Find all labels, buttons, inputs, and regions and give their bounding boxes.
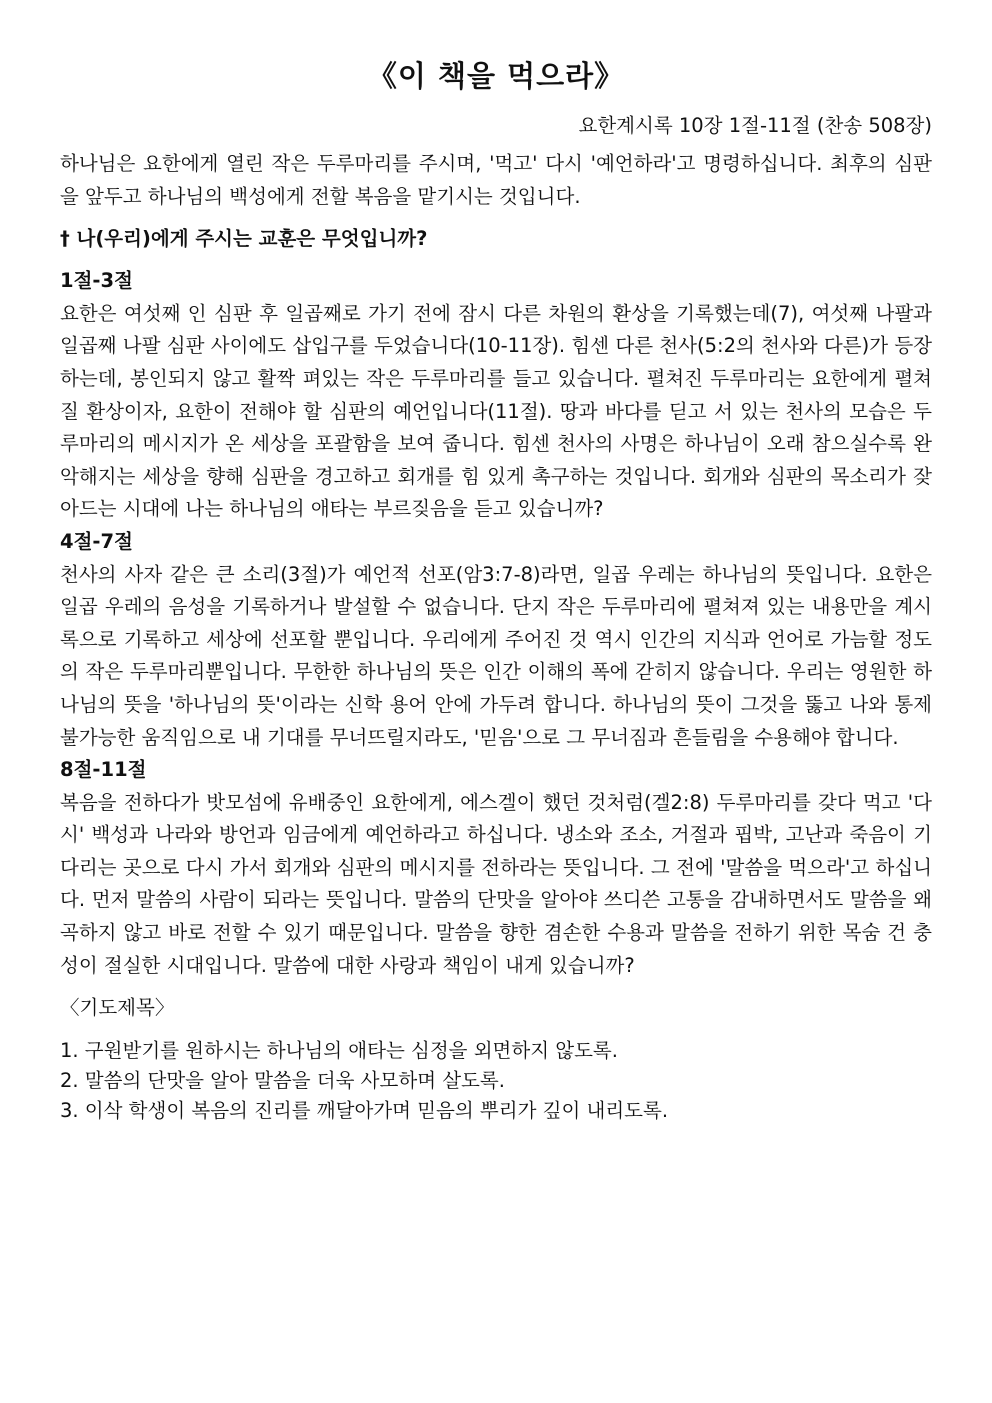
scripture-reference: 요한계시록 10장 1절-11절 (찬송 508장) (578, 114, 932, 137)
lesson-question: † 나(우리)에게 주시는 교훈은 무엇입니까? (60, 227, 428, 251)
prayer-list (60, 1036, 932, 1126)
section-heading-8-11: 8절-11절 (60, 758, 147, 782)
document-page (60, 56, 932, 1126)
prayer-heading: 〈기도제목〉 (60, 996, 175, 1020)
document-title: 《이 책을 먹으라》 (367, 59, 625, 93)
section-heading-1-3: 1절-3절 (60, 269, 133, 293)
prayer-item: 3. 이삭 학생이 복음의 진리를 깨달아가며 믿음의 뿌리가 깊이 내리도록. (60, 1099, 669, 1123)
section-body-4-7: 천사의 사자 같은 큰 소리(3절)가 예언적 선포(암3:7-8)라면, 일곱 우레는 하나님의 뜻입니다. 요한은 일곱 우레의 음성을 기록하거나 발설할 수 없습니다. 단지 작은 두루마리에 펼쳐져 있는 내용만을 계시록으로 기록하고 세상에 선포할 뿐입니다. 우리에게 주어진 것 역시 인간의 지식과 언어로 가늠할 정도의 작은 두루마리뿐입니다. 무한한 하나님의 뜻은 인간 이해의 폭에 갇히지 않습니다. 우리는 영원한 하나님의 뜻을 '하나님의 뜻'이라는 신학 용어 안에 가두려 합니다. 하나님의 뜻이 그것을 뚫고 나와 통제 불가능한 움직임으로 내 기대를 무너뜨릴지라도, '믿음'으로 그 무너짐과 흔들림을 수용해야 합니다. (60, 562, 932, 749)
prayer-item: 2. 말씀의 단맛을 알아 말씀을 더욱 사모하며 살도록. (60, 1069, 505, 1093)
section-body-8-11: 복음을 전하다가 밧모섬에 유배중인 요한에게, 에스겔이 했던 것처럼(겔2:8) 두루마리를 갖다 먹고 '다시' 백성과 나라와 방언과 임금에게 예언하라고 하십니다. 냉소와 조소, 거절과 핍박, 고난과 죽음이 기다리는 곳으로 다시 가서 회개와 심판의 메시지를 전하라는 뜻입니다. 그 전에 '말씀을 먹으라'고 하십니다. 먼저 말씀의 사람이 되라는 뜻입니다. 말씀의 단맛을 알아야 쓰디쓴 고통을 감내하면서도 말씀을 왜곡하지 않고 바로 전할 수 있기 때문입니다. 말씀을 향한 겸손한 수용과 말씀을 전하기 위한 목숨 건 충성이 절실한 시대입니다. 말씀에 대한 사랑과 책임이 내게 있습니까? (60, 790, 932, 977)
intro-paragraph: 하나님은 요한에게 열린 작은 두루마리를 주시며, '먹고' 다시 '예언하라'고 명령하십니다. 최후의 심판을 앞두고 하나님의 백성에게 전할 복음을 맡기시는 것입니다. (60, 152, 932, 208)
section-body-1-3: 요한은 여섯째 인 심판 후 일곱째로 가기 전에 잠시 다른 차원의 환상을 기록했는데(7), 여섯째 나팔과 일곱째 나팔 심판 사이에도 삽입구를 두었습니다(10-11장). 힘센 다른 천사(5:2의 천사와 다른)가 등장하는데, 봉인되지 않고 활짝 펴있는 작은 두루마리를 들고 있습니다. 펼쳐진 두루마리는 요한에게 펼쳐질 환상이자, 요한이 전해야 할 심판의 예언입니다(11절). 땅과 바다를 딛고 서 있는 천사의 모습은 두루마리의 메시지가 온 세상을 포괄함을 보여 줍니다. 힘센 천사의 사명은 하나님이 오래 참으실수록 완악해지는 세상을 향해 심판을 경고하고 회개를 힘 있게 촉구하는 것입니다. 회개와 심판의 목소리가 잦아드는 시대에 나는 하나님의 애타는 부르짖음을 듣고 있습니까? (60, 301, 932, 521)
prayer-item: 1. 구원받기를 원하시는 하나님의 애타는 심정을 외면하지 않도록. (60, 1039, 618, 1063)
section-heading-4-7: 4절-7절 (60, 529, 133, 553)
